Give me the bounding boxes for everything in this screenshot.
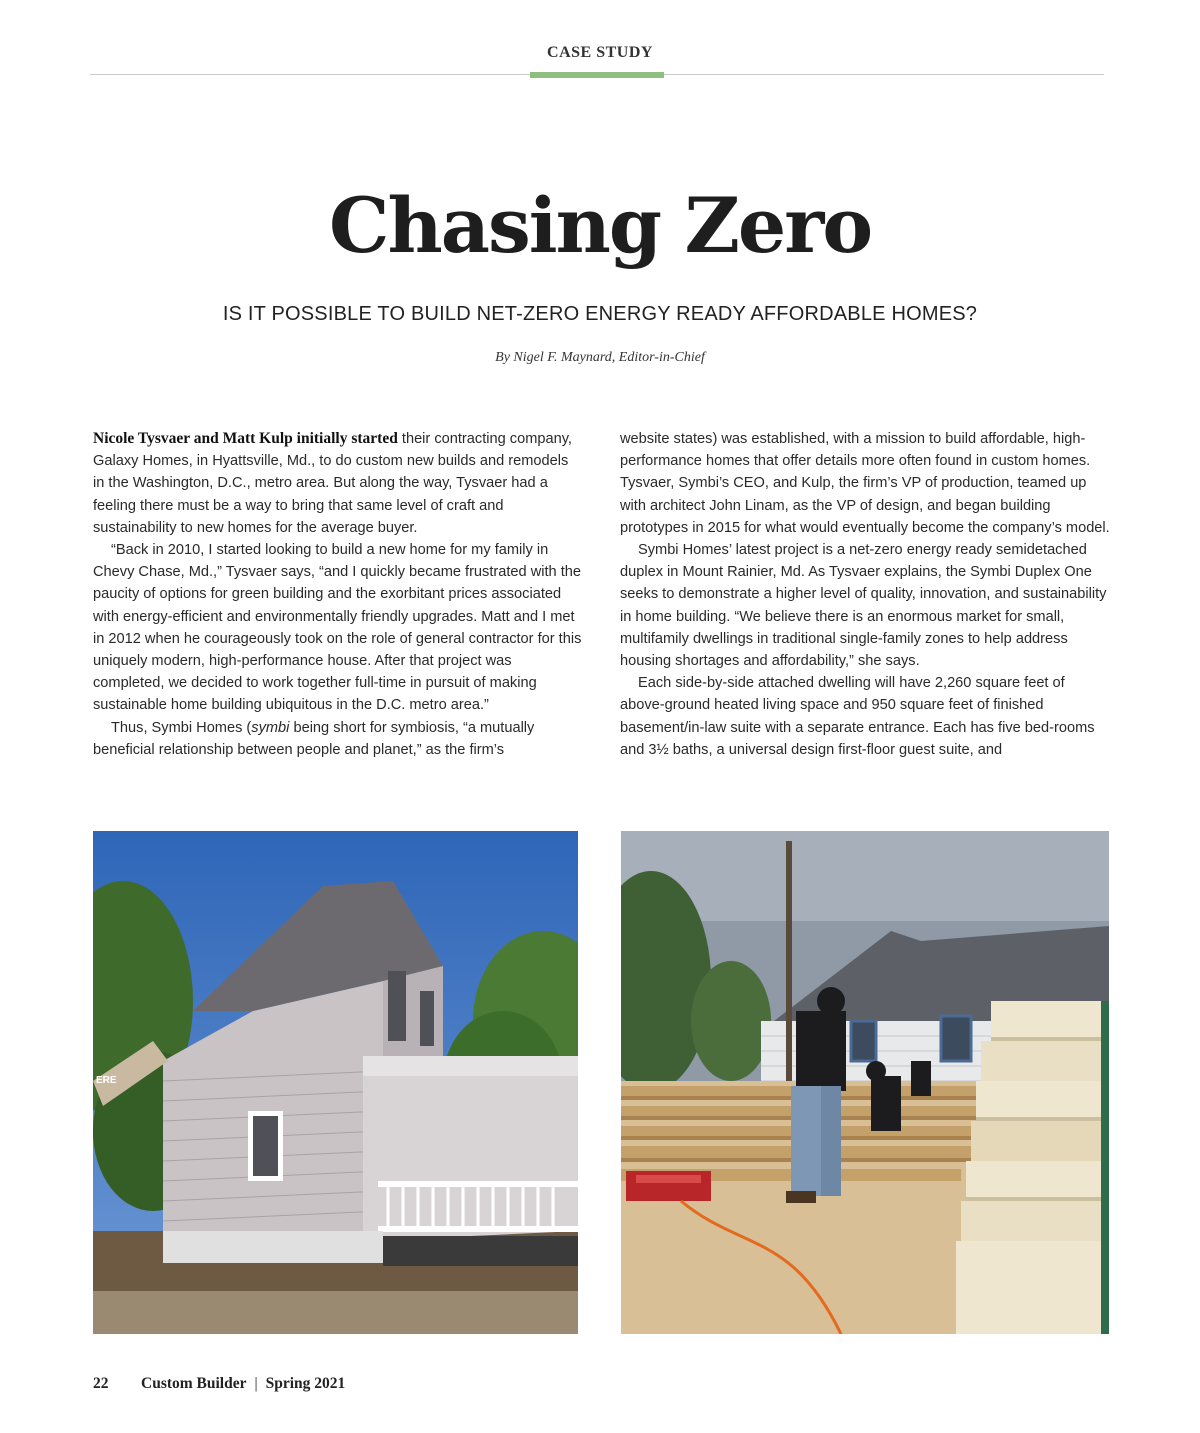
footer-separator: |	[254, 1375, 258, 1392]
article-subtitle: IS IT POSSIBLE TO BUILD NET-ZERO ENERGY READY AFFORDABLE HOMES?	[222, 303, 978, 325]
paragraph	[93, 717, 583, 761]
paragraph: website states) was established, with a mission to build affordable, high-performance homes that offer details more often found in custom homes. Tysvaer, Symbi’s CEO, and Kulp, the firm’s VP of production, teamed up with architect John Linam, as the VP of design, and began building prototypes in 2015 for what would eventually become the company’s model.	[620, 431, 1110, 536]
article-title: Chasing Zero	[328, 181, 872, 270]
paragraph-text: being short for symbiosis, “a mutually beneficial relationship between people and planet,” as the firm’s	[93, 719, 535, 758]
issue-date: Spring 2021	[265, 1375, 346, 1392]
italic-word: symbi	[251, 719, 290, 736]
equipment-label: ERE	[96, 1075, 117, 1086]
house-photo	[93, 831, 578, 1334]
paragraph-text: Thus, Symbi Homes (	[111, 719, 252, 736]
paragraph: Each side-by-side attached dwelling will have 2,260 square feet of above-ground heated living space and 950 square feet of finished basement/in-law suite with a separate entrance. Each has five bed-rooms and 3½ baths, a universal design first-floor guest suite, and	[620, 675, 1095, 758]
paragraph: “Back in 2010, I started looking to build a new home for my family in Chevy Chase, Md.,” Tysvaer says, “and I quickly became frustrated with the paucity of options for green building and the exorbitant prices associated with energy-efficient and environmentally friendly upgrades. Matt and I met in 2012 when he courageously took on the role of general contractor for this uniquely modern, high-performance house. After that project was completed, we decided to work together full-time in pursuit of making sustainable home building ubiquitous in the D.C. metro area.”	[93, 542, 582, 714]
byline: By Nigel F. Maynard, Editor-in-Chief	[495, 350, 705, 365]
paragraph: Symbi Homes’ latest project is a net-zero energy ready semidetached duplex in Mount Rainier, Md. As Tysvaer explains, the Symbi Duplex One seeks to demonstrate a higher level of quality, innovation, and sustainability in home building. “We believe there is an enormous market for small, multifamily dwellings in traditional single-family zones to help address housing shortages and affordability,” she says.	[620, 542, 1107, 670]
header-rule-accent	[530, 72, 664, 78]
paragraph-text: their contracting company, Galaxy Homes, in Hyattsville, Md., to do custom new builds and remodels in the Washington, D.C., metro area. But along the way, Tysvaer had a feeling there must be a way to bring that same level of craft and sustainability to new homes for the average buyer.	[93, 431, 572, 536]
section-label: CASE STUDY	[547, 44, 653, 61]
page-footer	[93, 1375, 345, 1393]
left-column	[93, 428, 583, 761]
right-column	[620, 428, 1112, 761]
lead-in: Nicole Tysvaer and Matt Kulp initially started	[93, 430, 398, 447]
publication-name: Custom Builder	[141, 1375, 247, 1392]
construction-photo	[621, 831, 1109, 1334]
page-number: 22	[93, 1375, 109, 1392]
paragraph	[93, 428, 583, 539]
